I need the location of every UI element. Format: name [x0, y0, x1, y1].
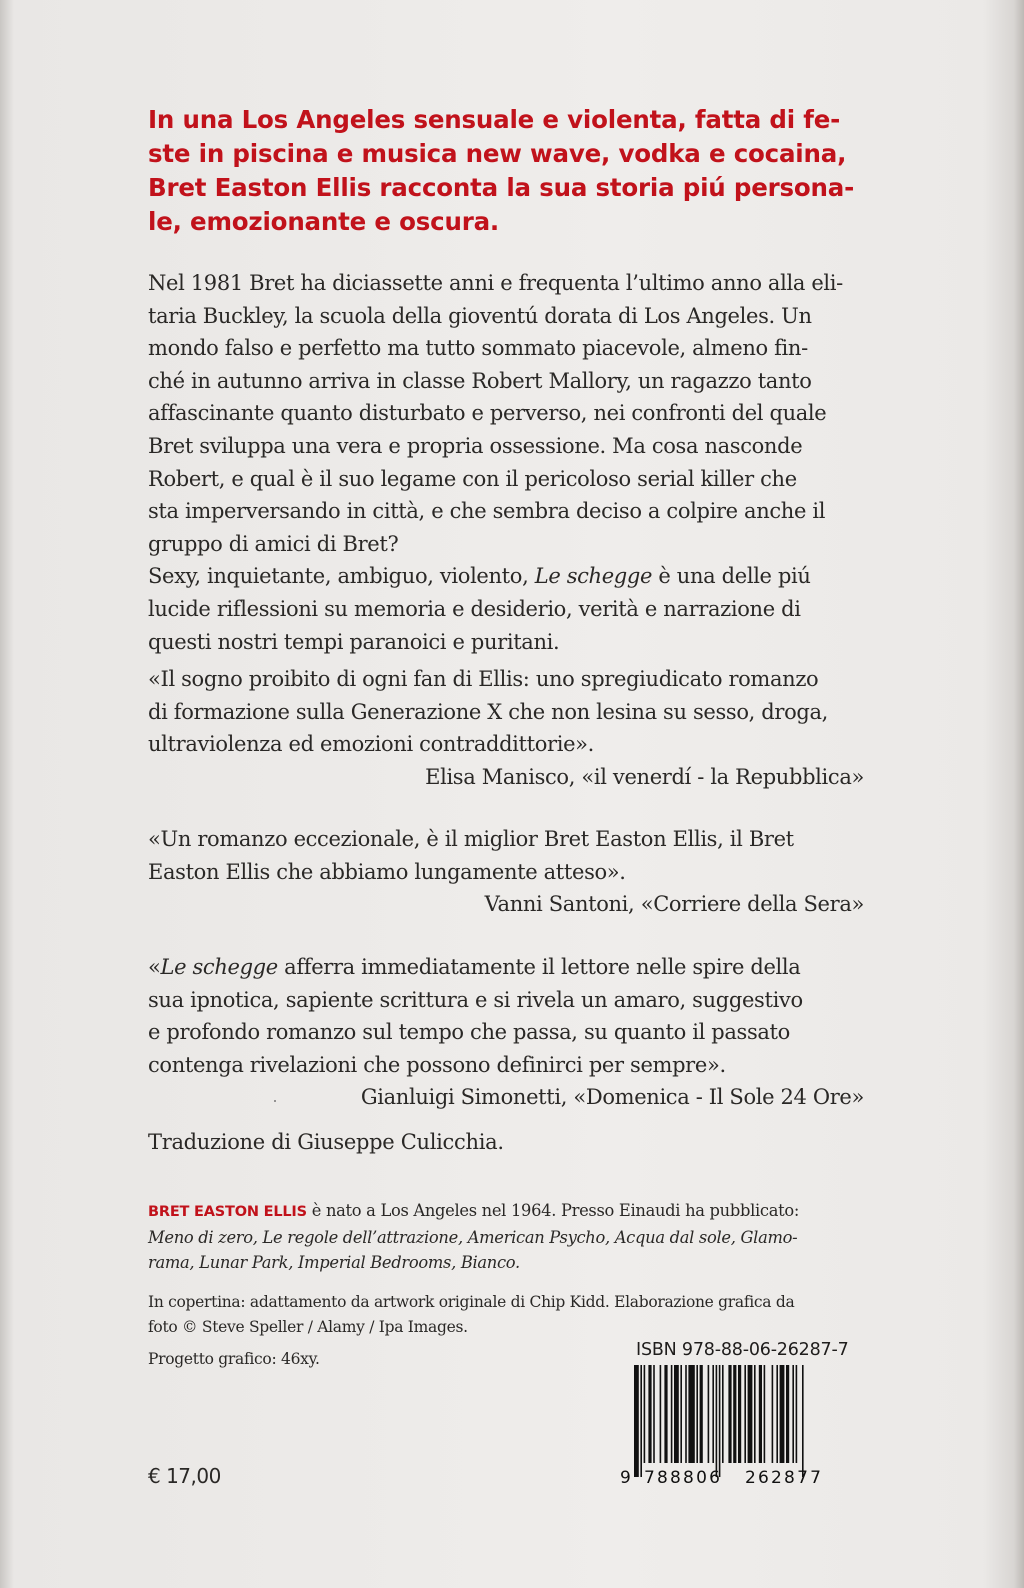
review-quote-1	[148, 663, 868, 793]
quote-attribution: Vanni Santoni, «Corriere della Sera»	[484, 892, 864, 917]
credits-line: foto © Steve Speller / Alamy / Ipa Images.	[148, 1318, 468, 1336]
barcode-bar	[640, 1365, 642, 1477]
price-label: € 17,00	[148, 1464, 221, 1488]
barcode-bar	[671, 1365, 673, 1463]
blurb-line: ste in piscina e musica new wave, vodka e cocaina,	[148, 139, 847, 168]
synopsis-line: sta imperversando in città, e che sembra deciso a colpire anche il	[148, 499, 826, 524]
barcode-bar	[688, 1365, 694, 1463]
quote-open: «	[148, 955, 161, 979]
book-title-italic: Le schegge	[534, 564, 653, 589]
synopsis-line: Bret sviluppa una vera e propria ossessione. Ma cosa nasconde	[148, 433, 803, 458]
barcode-bar	[712, 1365, 714, 1463]
barcode-bar	[644, 1365, 646, 1463]
blurb-line: In una Los Angeles sensuale e violenta, fatta di fe-	[148, 105, 841, 134]
quote-line: sua ipnotica, sapiente scrittura e si rivela un amaro, suggestivo	[148, 987, 803, 1012]
quote-line: contenga rivelazioni che possono definirci per sempre».	[148, 1052, 726, 1077]
barcode-left-digits: 788806	[644, 1468, 723, 1487]
quote-line: e profondo romanzo sul tempo che passa, su quanto il passato	[148, 1020, 790, 1045]
synopsis-line: Nel 1981 Bret ha diciassette anni e frequenta l’ultimo anno alla eli-	[148, 271, 843, 295]
barcode-bar	[744, 1365, 746, 1463]
barcode-bar	[660, 1365, 662, 1463]
barcode-bar	[792, 1365, 794, 1463]
barcode-bar	[648, 1365, 651, 1463]
synopsis-line	[148, 560, 868, 593]
barcode-bar	[759, 1365, 762, 1463]
synopsis-line: gruppo di amici di Bret?	[148, 531, 399, 556]
synopsis-line: Robert, e qual è il suo legame con il pericoloso serial killer che	[148, 466, 797, 491]
barcode-bar	[653, 1365, 655, 1463]
speck	[274, 1100, 276, 1102]
credits-line: In copertina: adattamento da artwork originale di Chip Kidd. Elaborazione grafica da	[148, 1293, 795, 1311]
blurb-line: le, emozionante e oscura.	[148, 207, 500, 236]
barcode-bar	[696, 1365, 698, 1463]
bibliography: Meno di zero, Le regole dell’attrazione, American Psycho, Acqua dal sole, Glamo-	[148, 1228, 798, 1247]
synopsis-line: questi nostri tempi paranoici e puritani.	[148, 629, 560, 654]
synopsis-line: taria Buckley, la scuola della gioventú dorata di Los Angeles. Un	[148, 303, 812, 328]
author-name: BRET EASTON ELLIS	[148, 1204, 307, 1220]
quote-line: ultraviolenza ed emozioni contraddittorie».	[148, 732, 594, 757]
isbn-barcode	[614, 1365, 860, 1487]
translator-credit: Traduzione di Giuseppe Culicchia.	[148, 1130, 504, 1154]
blurb-line: Bret Easton Ellis racconta la sua storia piú persona-	[148, 173, 855, 202]
bio-line	[148, 1225, 868, 1250]
barcode-bar	[728, 1365, 731, 1463]
synopsis-text: è una delle piú	[652, 564, 811, 589]
barcode-bar	[634, 1365, 639, 1477]
barcode-bar	[764, 1365, 766, 1463]
barcode-bar	[716, 1365, 718, 1477]
barcode-bar	[685, 1365, 687, 1463]
barcode-bar	[708, 1365, 710, 1463]
barcode-bar	[680, 1365, 682, 1463]
red-blurb	[148, 103, 863, 239]
barcode-bar	[700, 1365, 703, 1463]
synopsis-line: ché in autunno arriva in classe Robert Mallory, un ragazzo tanto	[148, 368, 812, 393]
synopsis-text: Sexy, inquietante, ambiguo, violento,	[148, 564, 535, 589]
quote-line: Easton Ellis che abbiamo lungamente atteso».	[148, 859, 626, 884]
quote-line: «Un romanzo eccezionale, è il miglior Bret Easton Ellis, il Bret	[148, 827, 794, 851]
barcode-bar	[674, 1365, 679, 1463]
author-bio	[148, 1198, 868, 1275]
back-cover-content	[148, 0, 868, 1588]
book-title-italic: Le schegge	[160, 955, 278, 979]
barcode-bar	[719, 1365, 721, 1477]
barcode-bar	[733, 1365, 736, 1463]
barcode-first-digit: 9	[620, 1468, 631, 1487]
barcode-bar	[722, 1365, 724, 1463]
bio-line	[148, 1198, 868, 1225]
barcode-bar	[796, 1365, 798, 1463]
barcode-bar	[754, 1365, 756, 1463]
barcode-bar	[780, 1365, 785, 1463]
quote-line	[148, 951, 868, 984]
quote-line: di formazione sulla Generazione X che non lesina su sesso, droga,	[148, 699, 828, 724]
barcode-bar	[786, 1365, 789, 1463]
barcode-bar	[748, 1365, 753, 1463]
quote-attribution: Elisa Manisco, «il venerdí - la Repubblica»	[425, 764, 864, 789]
quote-attribution: Gianluigi Simonetti, «Domenica - Il Sole 24 Ore»	[360, 1085, 864, 1110]
bio-text: è nato a Los Angeles nel 1964. Presso Einaudi ha pubblicato:	[306, 1201, 800, 1220]
barcode-bar	[772, 1365, 774, 1463]
synopsis	[148, 267, 868, 658]
graphic-project-credit: Progetto grafico: 46xy.	[148, 1350, 320, 1368]
barcode-bar	[802, 1365, 804, 1477]
isbn-label: ISBN 978-88-06-26287-7	[636, 1340, 849, 1360]
synopsis-line: mondo falso e perfetto ma tutto sommato piacevole, almeno fin-	[148, 336, 808, 361]
bibliography: rama, Lunar Park, Imperial Bedrooms, Bianco.	[148, 1253, 520, 1272]
synopsis-line: affascinante quanto disturbato e perverso, nei confronti del quale	[148, 401, 827, 426]
quote-text: afferra immediatamente il lettore nelle spire della	[277, 955, 801, 979]
review-quote-2	[148, 823, 868, 921]
bio-line	[148, 1250, 868, 1275]
barcode-bar	[738, 1365, 741, 1463]
quote-line: «Il sogno proibito di ogni fan di Ellis: uno spregiudicato romanzo	[148, 667, 819, 691]
barcode-bar	[776, 1365, 778, 1463]
barcode-bar	[664, 1365, 667, 1463]
cover-credits	[148, 1290, 868, 1340]
review-quote-3	[148, 951, 868, 1114]
barcode-right-digits: 262877	[745, 1468, 824, 1487]
synopsis-line: lucide riflessioni su memoria e desiderio, verità e narrazione di	[148, 596, 801, 621]
cover-edge	[1014, 0, 1024, 1588]
